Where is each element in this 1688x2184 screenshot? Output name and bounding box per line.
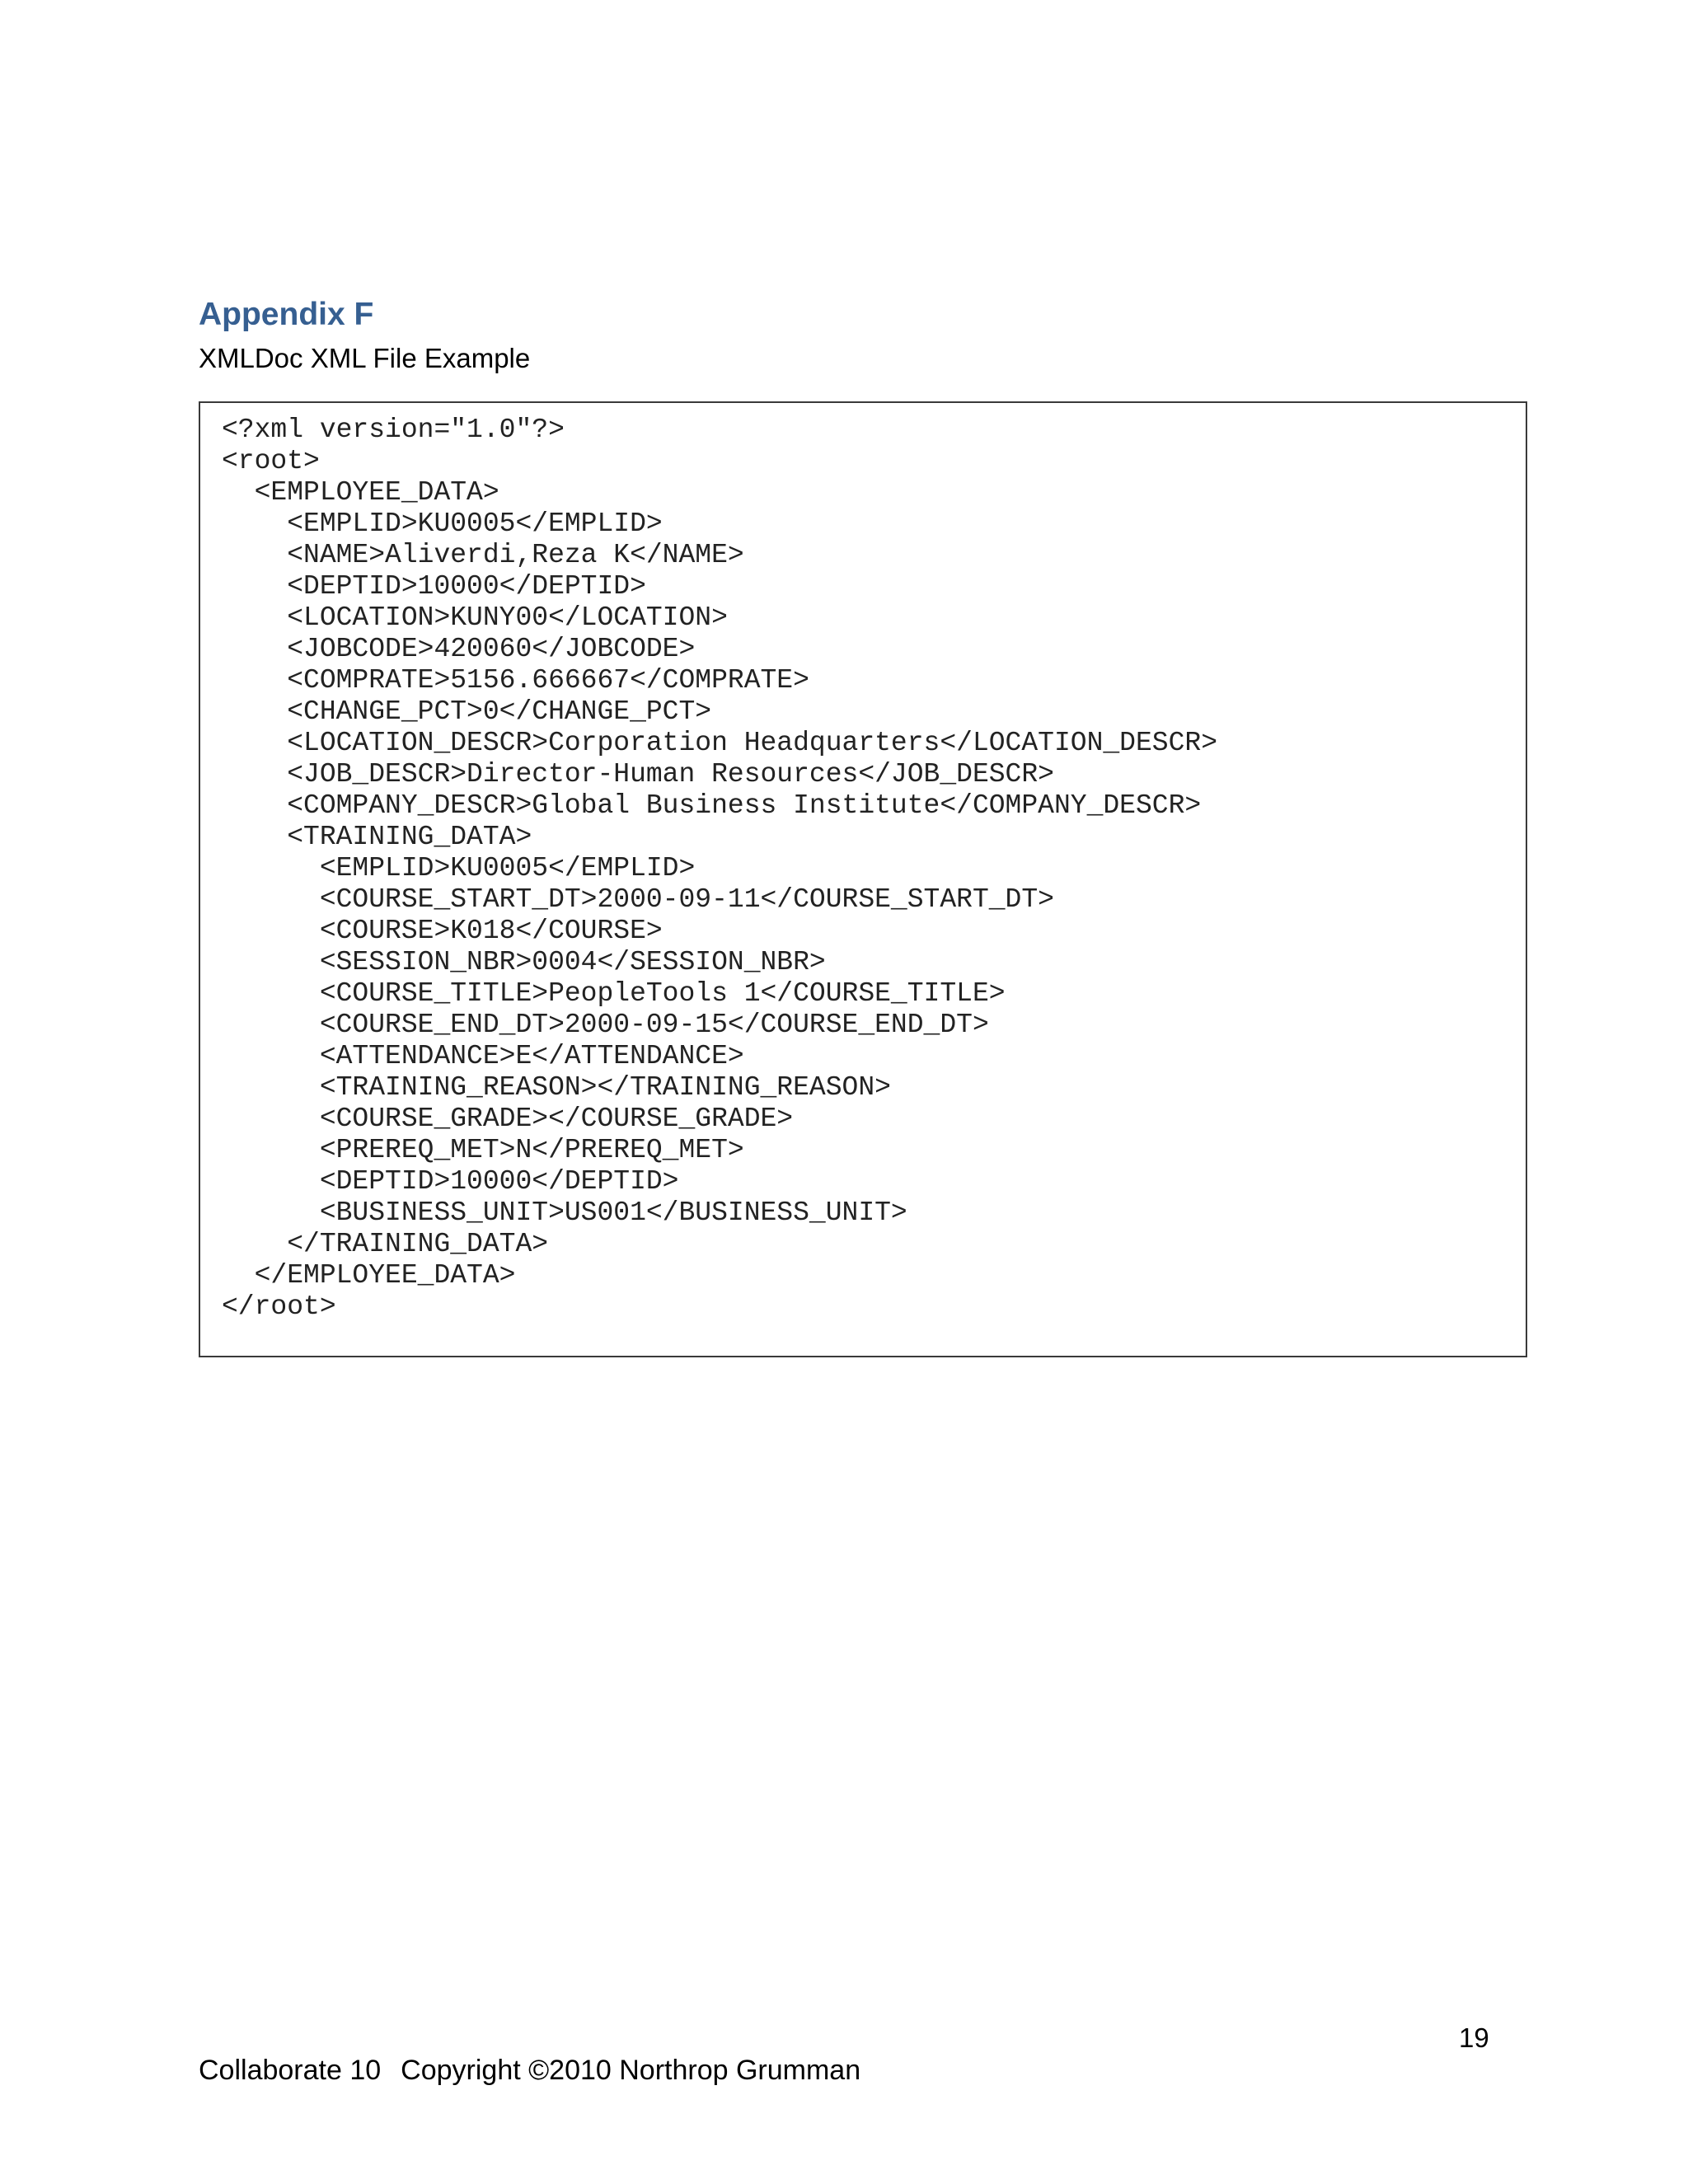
code-line: <EMPLID>KU0005</EMPLID>	[222, 853, 696, 883]
code-line: <NAME>Aliverdi,Reza K</NAME>	[222, 540, 744, 570]
footer-event: Collaborate 10	[199, 2055, 382, 2086]
code-line: <COMPRATE>5156.666667</COMPRATE>	[222, 665, 809, 696]
code-line: <COMPANY_DESCR>Global Business Institute</COMPANY_DESCR>	[222, 790, 1202, 821]
code-line: <COURSE_START_DT>2000-09-11</COURSE_START_DT>	[222, 884, 1054, 915]
code-line: <?xml version="1.0"?>	[222, 415, 565, 445]
code-line: </root>	[222, 1291, 336, 1322]
code-line: <LOCATION>KUNY00</LOCATION>	[222, 602, 728, 633]
code-line: </TRAINING_DATA>	[222, 1229, 549, 1259]
xml-code-box	[199, 401, 1527, 1357]
code-line: <BUSINESS_UNIT>US001</BUSINESS_UNIT>	[222, 1197, 907, 1228]
code-line: <DEPTID>10000</DEPTID>	[222, 571, 646, 602]
code-line: <LOCATION_DESCR>Corporation Headquarters</LOCATION_DESCR>	[222, 728, 1217, 758]
code-line: <ATTENDANCE>E</ATTENDANCE>	[222, 1041, 744, 1071]
code-line: <TRAINING_REASON></TRAINING_REASON>	[222, 1072, 891, 1103]
code-line: <COURSE>K018</COURSE>	[222, 916, 663, 946]
footer-copyright: Copyright ©2010 Northrop Grumman	[401, 2055, 861, 2086]
code-line: <COURSE_END_DT>2000-09-15</COURSE_END_DT>	[222, 1010, 989, 1040]
page-number: 19	[1459, 2022, 1489, 2053]
code-line: <JOBCODE>420060</JOBCODE>	[222, 634, 696, 664]
code-line: <COURSE_GRADE></COURSE_GRADE>	[222, 1104, 794, 1134]
page-footer	[199, 2056, 860, 2084]
appendix-subheading: XMLDoc XML File Example	[199, 343, 531, 373]
code-line: <JOB_DESCR>Director-Human Resources</JOB_DESCR>	[222, 759, 1054, 790]
code-line: <PREREQ_MET>N</PREREQ_MET>	[222, 1135, 744, 1165]
code-line: </EMPLOYEE_DATA>	[222, 1260, 516, 1291]
code-line: <CHANGE_PCT>0</CHANGE_PCT>	[222, 696, 712, 727]
code-line: <DEPTID>10000</DEPTID>	[222, 1166, 679, 1197]
xml-code-block	[222, 415, 1217, 1323]
code-line: <SESSION_NBR>0004</SESSION_NBR>	[222, 947, 826, 977]
code-line: <root>	[222, 446, 320, 476]
code-line: <EMPLOYEE_DATA>	[222, 477, 499, 508]
code-line: <COURSE_TITLE>PeopleTools 1</COURSE_TITLE>	[222, 978, 1006, 1009]
code-line: <EMPLID>KU0005</EMPLID>	[222, 509, 663, 539]
appendix-heading: Appendix F	[199, 297, 374, 332]
code-line: <TRAINING_DATA>	[222, 822, 532, 852]
